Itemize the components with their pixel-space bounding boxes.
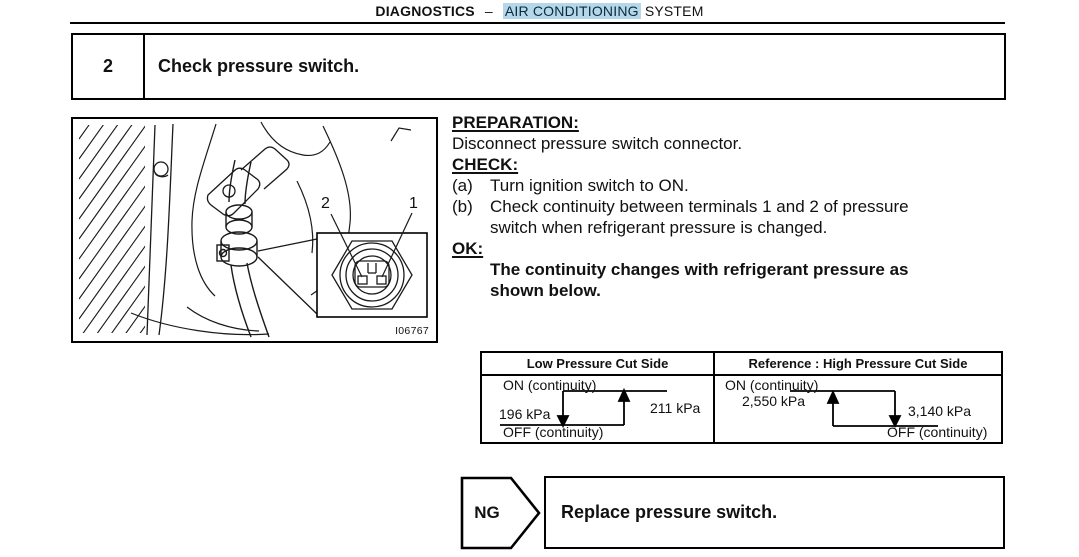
preparation-text: Disconnect pressure switch connector. — [452, 134, 743, 153]
step-box — [71, 33, 1006, 100]
result-action-box — [544, 476, 1005, 549]
ok-heading: OK: — [452, 239, 484, 258]
high-pressure-header: Reference : High Pressure Cut Side — [715, 353, 1001, 376]
high-off-threshold: 3,140 kPa — [908, 403, 972, 419]
ng-verdict-shape — [460, 476, 542, 550]
preparation-heading: PREPARATION: — [452, 113, 579, 132]
step-title: Check pressure switch. — [158, 56, 360, 76]
check-step-b — [452, 196, 1012, 238]
header-rule — [70, 22, 1005, 24]
check-heading: CHECK: — [452, 155, 519, 174]
step-a-marker: (a) — [452, 176, 473, 195]
pressure-spec-table — [480, 351, 1003, 444]
callout-wedge — [258, 239, 317, 314]
low-off-threshold: 196 kPa — [499, 406, 551, 422]
step-a-text: Turn ignition switch to ON. — [490, 176, 689, 195]
low-pressure-diagram — [482, 376, 713, 440]
high-on-label: ON (continuity) — [725, 377, 819, 393]
high-pressure-diagram — [715, 376, 1001, 440]
high-off-label: OFF (continuity) — [887, 424, 988, 440]
bracket-clamp — [207, 147, 289, 216]
ok-text-line-2: shown below. — [490, 281, 601, 300]
low-off-label: OFF (continuity) — [503, 424, 604, 440]
result-action-text: Replace pressure switch. — [561, 502, 778, 522]
high-pressure-column — [713, 353, 1001, 442]
pressure-switch-illustration — [73, 119, 436, 341]
step-b-marker: (b) — [452, 197, 473, 216]
header-highlighted-text: AIR CONDITIONING — [504, 3, 639, 19]
figure-id: I06767 — [395, 325, 429, 337]
low-on-threshold: 211 kPa — [650, 400, 701, 416]
check-step-a — [452, 175, 1012, 196]
body-panel — [147, 124, 173, 335]
connector-detail-inset — [317, 213, 427, 317]
ng-verdict-label: NG — [474, 503, 500, 522]
low-pressure-header: Low Pressure Cut Side — [482, 353, 713, 376]
ok-text-line-1: The continuity changes with refrigerant pressure as — [490, 260, 909, 279]
step-b-text: Check continuity between terminals 1 and 2 of pressure switch when refrigerant pressure is changed. — [490, 197, 909, 237]
header-suffix: SYSTEM — [644, 3, 704, 19]
low-on-label: ON (continuity) — [503, 377, 597, 393]
step-number: 2 — [73, 35, 145, 98]
low-pressure-column — [482, 353, 713, 442]
header-section: DIAGNOSTICS — [375, 3, 475, 19]
terminal-1-label: 1 — [409, 195, 418, 212]
page-header — [0, 3, 1079, 19]
high-on-threshold: 2,550 kPa — [742, 393, 806, 409]
figure-box — [71, 117, 438, 343]
header-dash: – — [484, 3, 493, 19]
condenser-hatching — [79, 119, 146, 341]
instructions — [452, 112, 1012, 301]
terminal-2-label: 2 — [321, 195, 330, 212]
